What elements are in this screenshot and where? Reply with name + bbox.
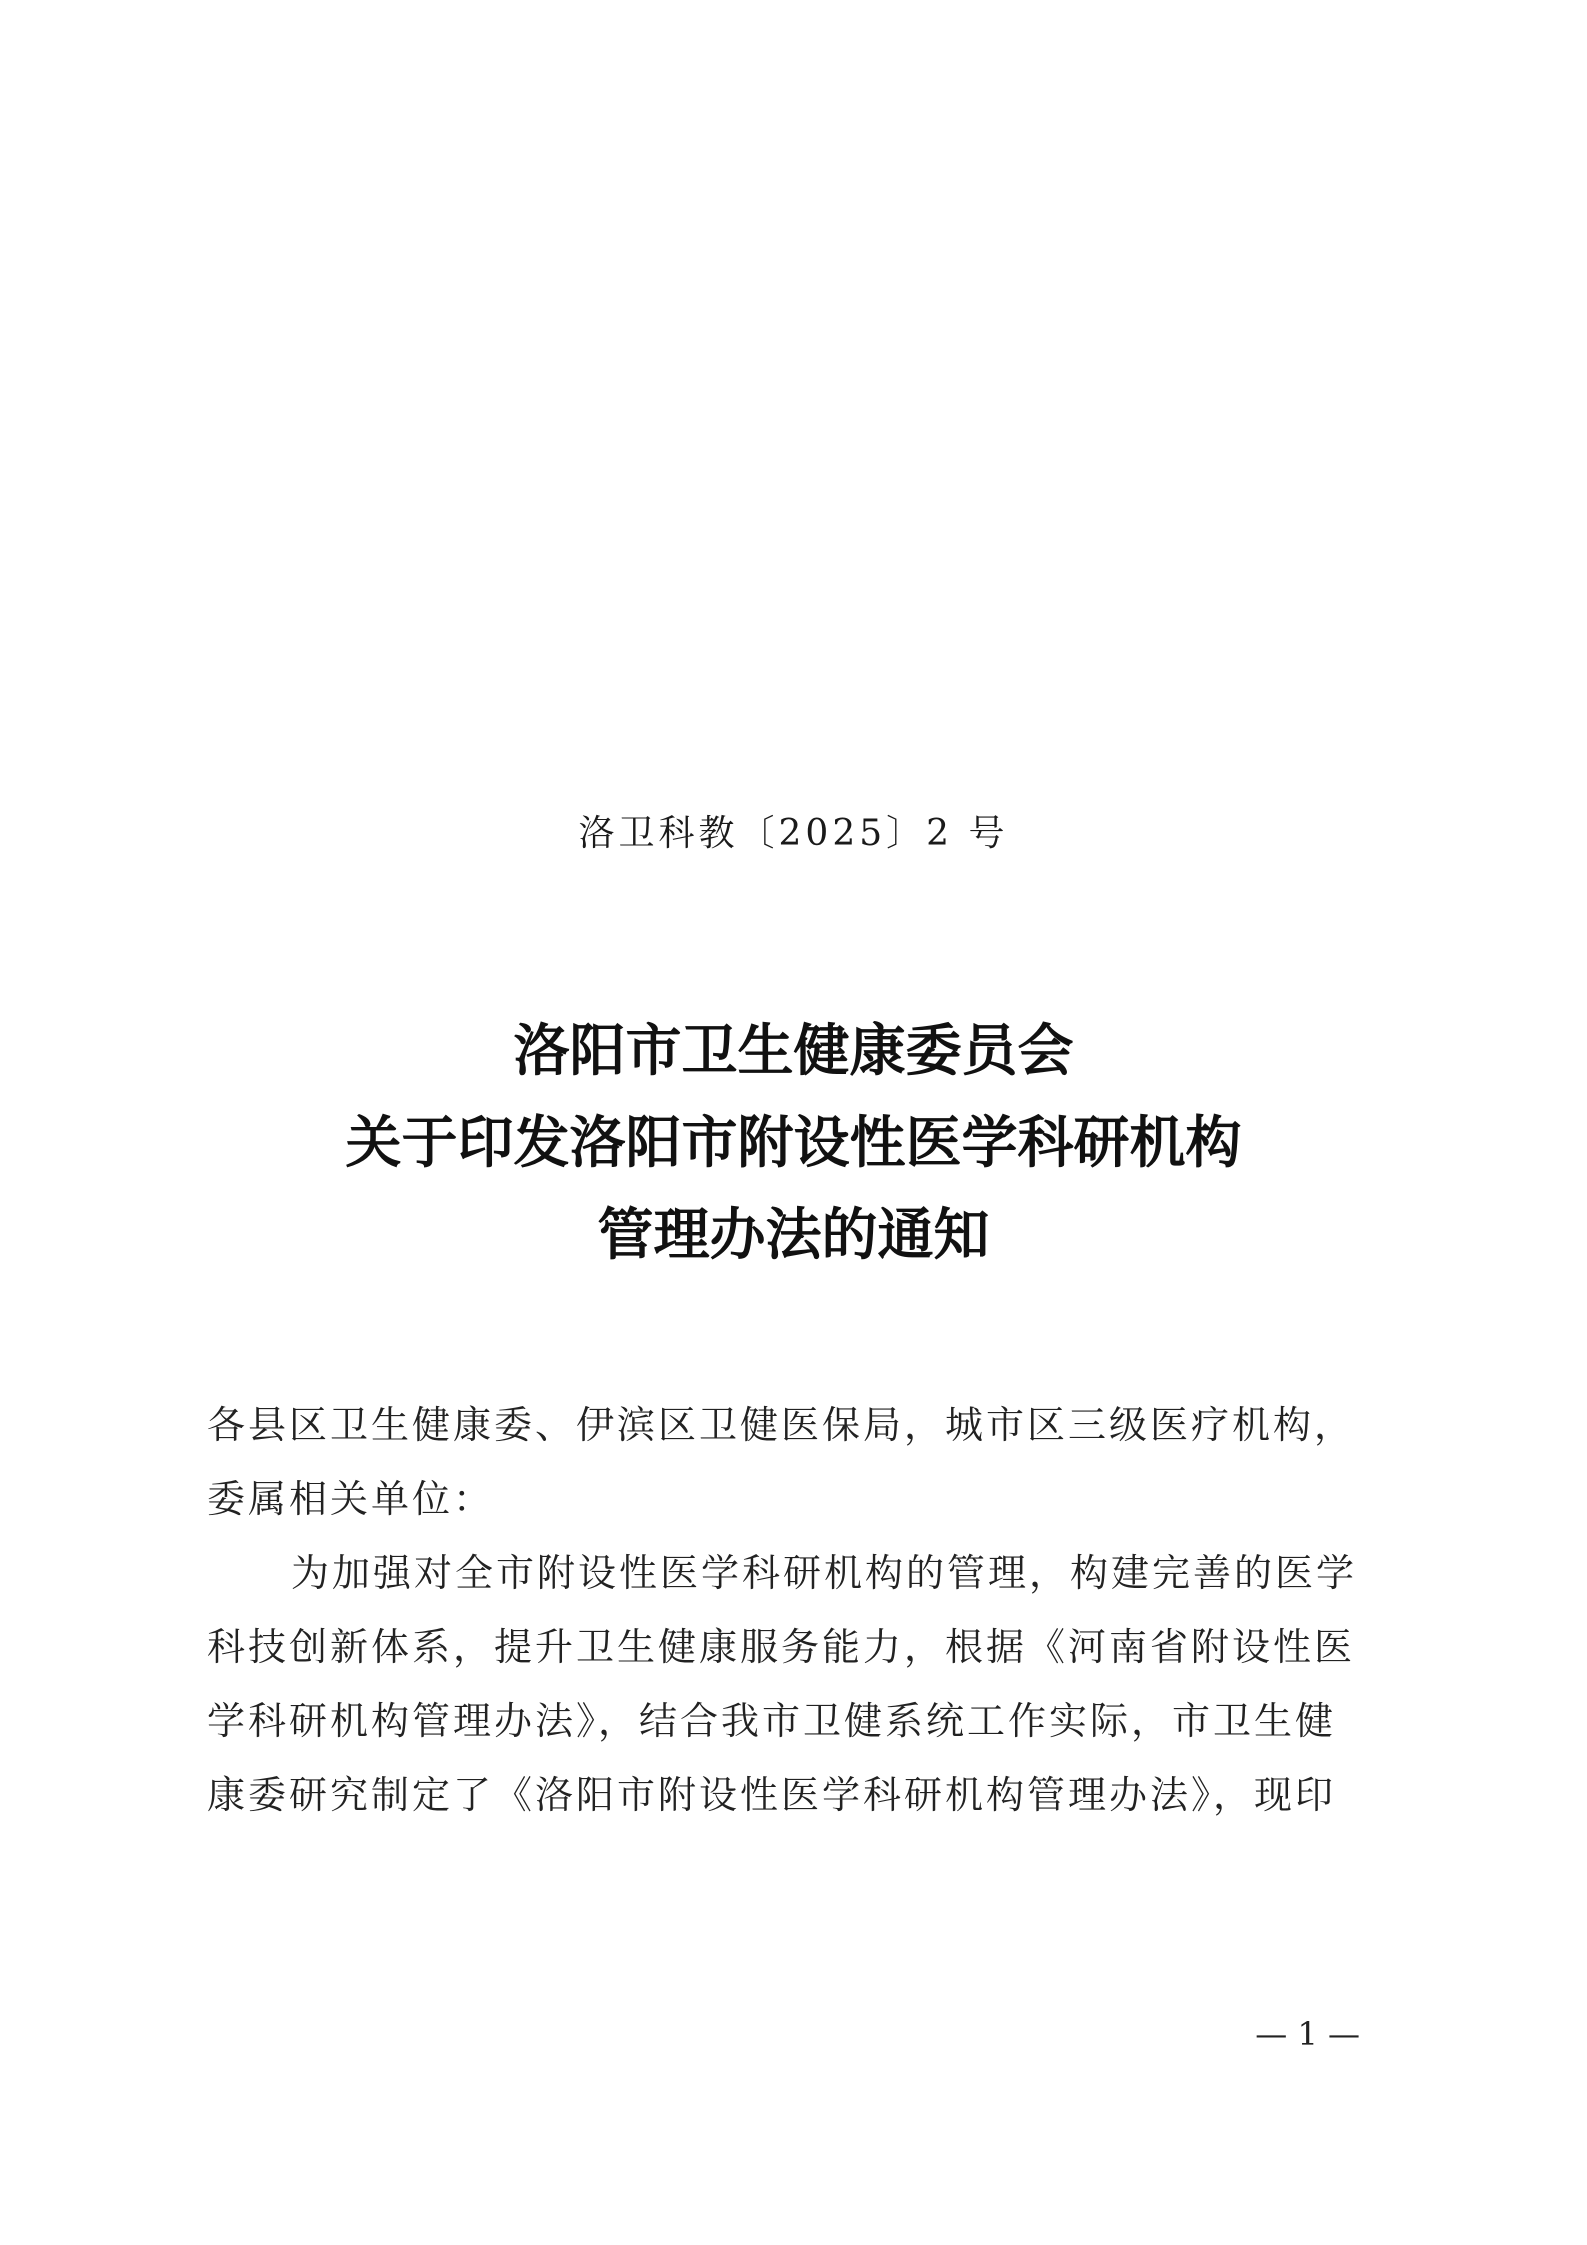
title-line-1: 洛阳市卫生健康委员会 xyxy=(513,1018,1074,1084)
document-number: 洛卫科教〔2025〕2 号 xyxy=(578,813,1009,854)
title-line-2: 关于印发洛阳市附设性医学科研机构 xyxy=(345,1110,1242,1176)
title-line-3: 管理办法的通知 xyxy=(597,1202,990,1268)
addressee-line-2: 委属相关单位： xyxy=(207,1477,495,1521)
body-line-1: 为加强对全市附设性医学科研机构的管理，构建完善的医学 xyxy=(291,1551,1358,1595)
body-line-2: 科技创新体系，提升卫生健康服务能力，根据《河南省附设性医 xyxy=(207,1625,1356,1669)
body-line-3: 学科研机构管理办法》，结合我市卫健系统工作实际，市卫生健 xyxy=(207,1699,1337,1743)
document-body xyxy=(207,1388,1387,1832)
body-line-4: 康委研究制定了《洛阳市附设性医学科研机构管理办法》，现印 xyxy=(207,1773,1337,1817)
document-title xyxy=(0,1005,1587,1281)
addressee-line-1: 各县区卫生健康委、伊滨区卫健医保局，城市区三级医疗机构， xyxy=(207,1403,1356,1447)
page-number: — 1 — xyxy=(1255,2015,1360,2053)
